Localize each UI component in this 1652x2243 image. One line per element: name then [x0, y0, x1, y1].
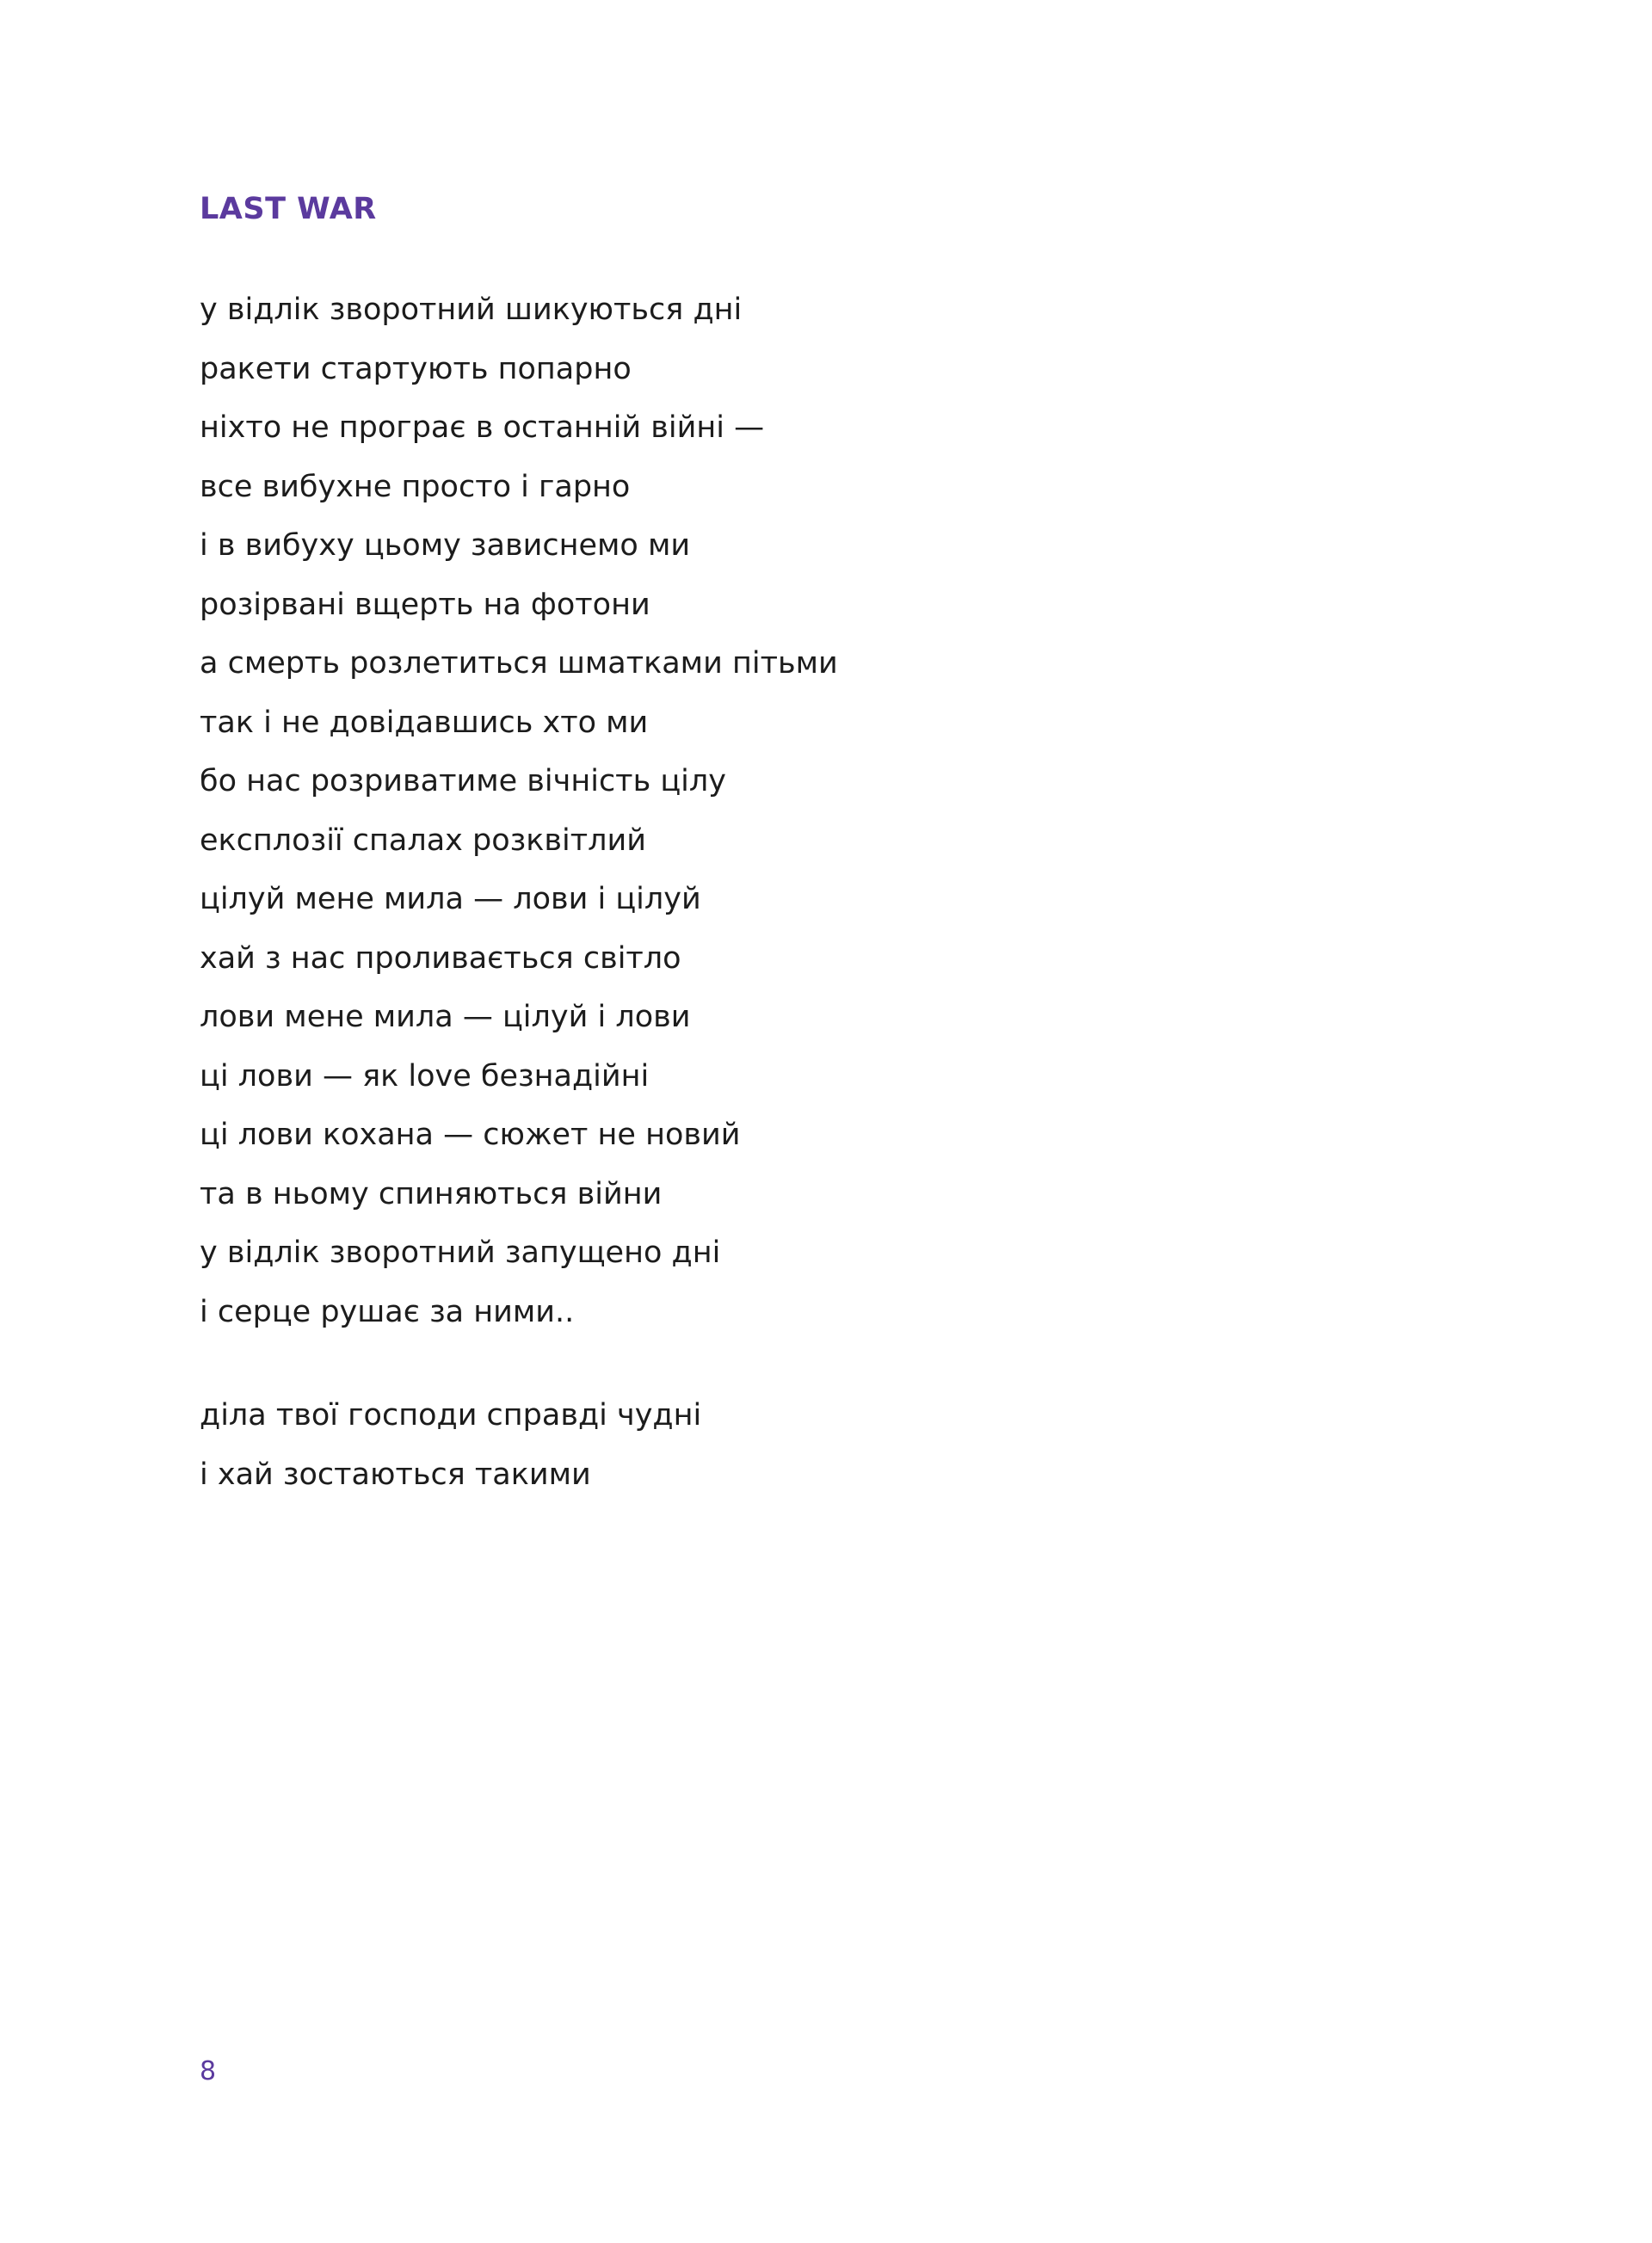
poem-line: ніхто не програє в останній війні — — [200, 410, 765, 445]
stanza-2 — [200, 1386, 1232, 1504]
poem-line: ці лови кохана — сюжет не новий — [200, 1118, 741, 1152]
poem-line: ці лови — як love безнадійні — [200, 1058, 650, 1094]
poem-line: та в ньому спиняються війни — [200, 1176, 663, 1211]
poem-line: і хай зостаються такими — [200, 1457, 591, 1492]
poem-line: все вибухне просто і гарно — [200, 469, 631, 504]
poem-line: експлозії спалах розквітлий — [200, 823, 646, 858]
stanza-1 — [200, 280, 1232, 1341]
poem-line: ракети стартують попарно — [200, 351, 632, 386]
poem-line: лови мене мила — цілуй і лови — [200, 1000, 691, 1034]
poem-line: бо нас розриватиме вічність цілу — [200, 764, 726, 798]
poem-line: у відлік зворотний шикуються дні — [200, 293, 743, 327]
poem-line: так і не довідавшись хто ми — [200, 705, 649, 740]
poem-line: у відлік зворотний запущено дні — [200, 1235, 721, 1270]
poem-line: і в вибуху цьому зависнемо ми — [200, 528, 691, 563]
poem-line: діла твої господи справді чудні — [200, 1398, 702, 1433]
page-title: LAST WAR — [200, 192, 377, 226]
poem-line: цілуй мене мила — лови і цілуй — [200, 882, 701, 916]
poem-line: а смерть розлетиться шматками пітьми — [200, 646, 838, 681]
page-number: 8 — [200, 2056, 217, 2086]
poem-line: і серце рушає за ними.. — [200, 1294, 575, 1329]
poem-line: розірвані вщерть на фотони — [200, 587, 650, 622]
poem-line: хай з нас проливається світло — [200, 940, 681, 976]
poem-body — [200, 191, 1232, 1504]
